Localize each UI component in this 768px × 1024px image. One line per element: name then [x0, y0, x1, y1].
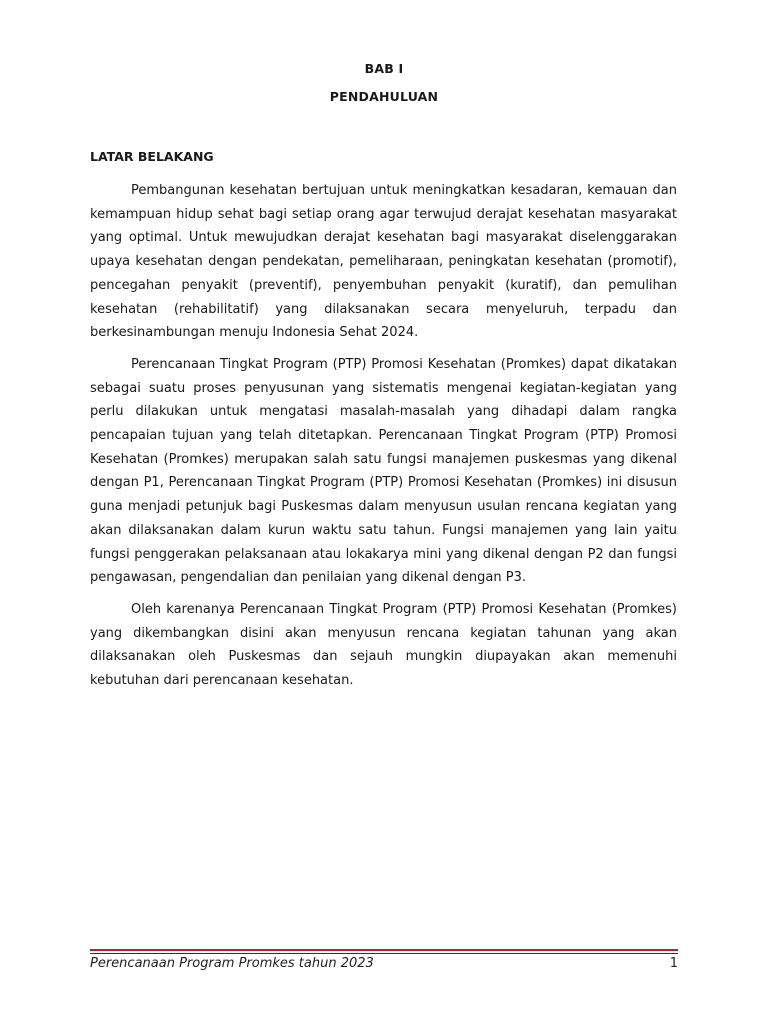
- section-heading: LATAR BELAKANG: [90, 149, 214, 164]
- body-text: [90, 179, 677, 701]
- paragraph-3: Oleh karenanya Perencanaan Tingkat Program (PTP) Promosi Kesehatan (Promkes) yang dikembangkan disini akan menyusun rencana kegiatan tahunan yang akan dilaksanakan oleh Puskesmas dan sejauh mungkin diupayakan akan memenuhi kebutuhan dari perencanaan kesehatan.: [90, 601, 677, 689]
- footer-rule-dark: [90, 953, 678, 954]
- footer-rule-red: [90, 949, 678, 951]
- chapter-title: PENDAHULUAN: [329, 89, 439, 104]
- chapter-number: BAB I: [364, 61, 404, 76]
- paragraph-2: Perencanaan Tingkat Program (PTP) Promosi Kesehatan (Promkes) dapat dikatakan sebagai suatu proses penyusunan yang sistematis mengenai kegiatan-kegiatan yang perlu dilakukan untuk mengatasi masalah-masalah yang dihadapi dalam rangka pencapaian tujuan yang telah ditetapkan. Perencanaan Tingkat Program (PTP) Promosi Kesehatan (Promkes) merupakan salah satu fungsi manajemen puskesmas yang dikenal dengan P1, Perencanaan Tingkat Program (PTP) Promosi Kesehatan (Promkes) ini disusun guna menjadi petunjuk bagi Puskesmas dalam menyusun usulan rencana kegiatan yang akan dilaksanakan dalam kurun waktu satu tahun. Fungsi manajemen yang lain yaitu fungsi penggerakan pelaksanaan atau lokakarya mini yang dikenal dengan P2 dan fungsi pengawasan, pengendalian dan penilaian yang dikenal dengan P3.: [90, 356, 677, 586]
- footer-text: Perencanaan Program Promkes tahun 2023: [90, 956, 374, 971]
- page-number: 1: [669, 956, 678, 971]
- paragraph-1: Pembangunan kesehatan bertujuan untuk meningkatkan kesadaran, kemauan dan kemampuan hidup sehat bagi setiap orang agar terwujud derajat kesehatan masyarakat yang optimal. Untuk mewujudkan derajat kesehatan bagi masyarakat diselenggarakan upaya kesehatan dengan pendekatan, pemeliharaan, peningkatan kesehatan (promotif), pencegahan penyakit (preventif), penyembuhan penyakit (kuratif), dan pemulihan kesehatan (rehabilitatif) yang dilaksanakan secara menyeluruh, terpadu dan berkesinambungan menuju Indonesia Sehat 2024.: [90, 183, 677, 341]
